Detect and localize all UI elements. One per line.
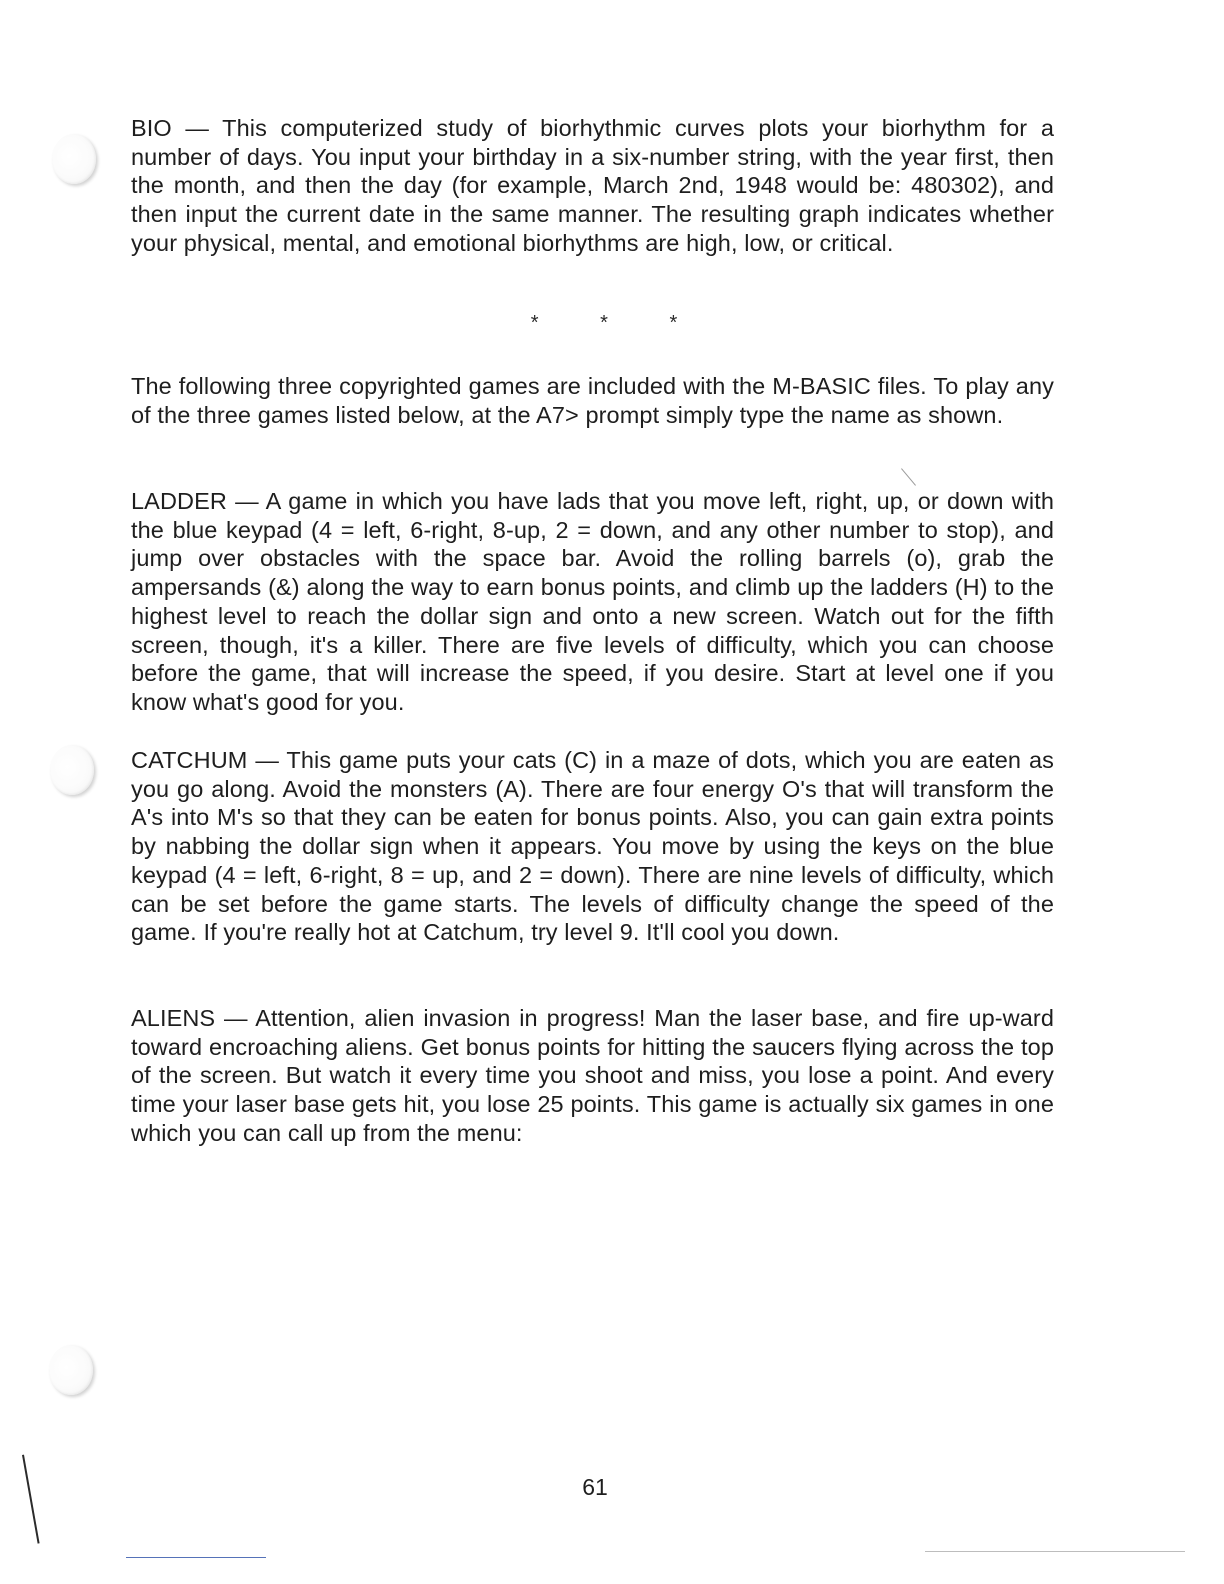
ladder-paragraph: LADDER — A game in which you have lads that you move left, right, up, or down with the blue keypad (4 = left, 6-right, 8-up, 2 = down, and any other number to stop), and jump over obstacles with the space bar. Avoid the rolling barrels (o), grab the ampersands (&) along the way to earn bonus points, and climb up the ladders (H) to the highest level to reach the dollar sign and onto a new screen. Watch out for the fifth screen, though, it's a killer. There are five levels of difficulty, which you can choose before the game, that will increase the speed, if you desire. Start at level one if you know what's good for you. <box>131 488 1054 715</box>
bio-paragraph: BIO — This computerized study of biorhythmic curves plots your biorhythm for a number of days. You input your birthday in a six-number string, with the year first, then the month, and then the day (for example, March 2nd, 1948 would be: 480302), and then input the current date in the same manner. The resulting graph indicates whether your physical, mental, and emotional biorhythms are high, low, or critical. <box>131 115 1054 256</box>
binder-hole <box>49 1345 93 1395</box>
binder-hole <box>50 745 94 795</box>
page-number: 61 <box>582 1474 608 1500</box>
binder-hole <box>52 134 96 184</box>
games-intro-paragraph: The following three copyrighted games are included with the M-BASIC files. To play any of the three games listed below, at the A7> prompt simply type the name as shown. <box>131 373 1054 428</box>
aliens-paragraph: ALIENS — Attention, alien invasion in progress! Man the laser base, and fire up-ward toward encroaching aliens. Get bonus points for hitting the saucers flying across the top of the screen. But watch it every time you shoot and miss, you lose a point. And every time your laser base gets hit, you lose 25 points. This game is actually six games in one which you can call up from the menu: <box>131 1005 1054 1146</box>
scan-line <box>925 1551 1185 1552</box>
scan-line <box>126 1557 266 1558</box>
scan-mark <box>901 468 916 485</box>
catchum-paragraph: CATCHUM — This game puts your cats (C) in a maze of dots, which you are eaten as you go along. Avoid the monsters (A). There are four energy O's that will transform the A's into M's so that they can be eaten for bonus points. Also, you can gain extra points by nabbing the dollar sign when it appears. You move by using the keys on the blue keypad (4 = left, 6-right, 8 = up, and 2 = down). There are nine levels of difficulty, which can be set before the game starts. The levels of difficulty change the speed of the game. If you're really hot at Catchum, try level 9. It'll cool you down. <box>131 747 1054 946</box>
section-separator: * * * <box>530 312 706 334</box>
